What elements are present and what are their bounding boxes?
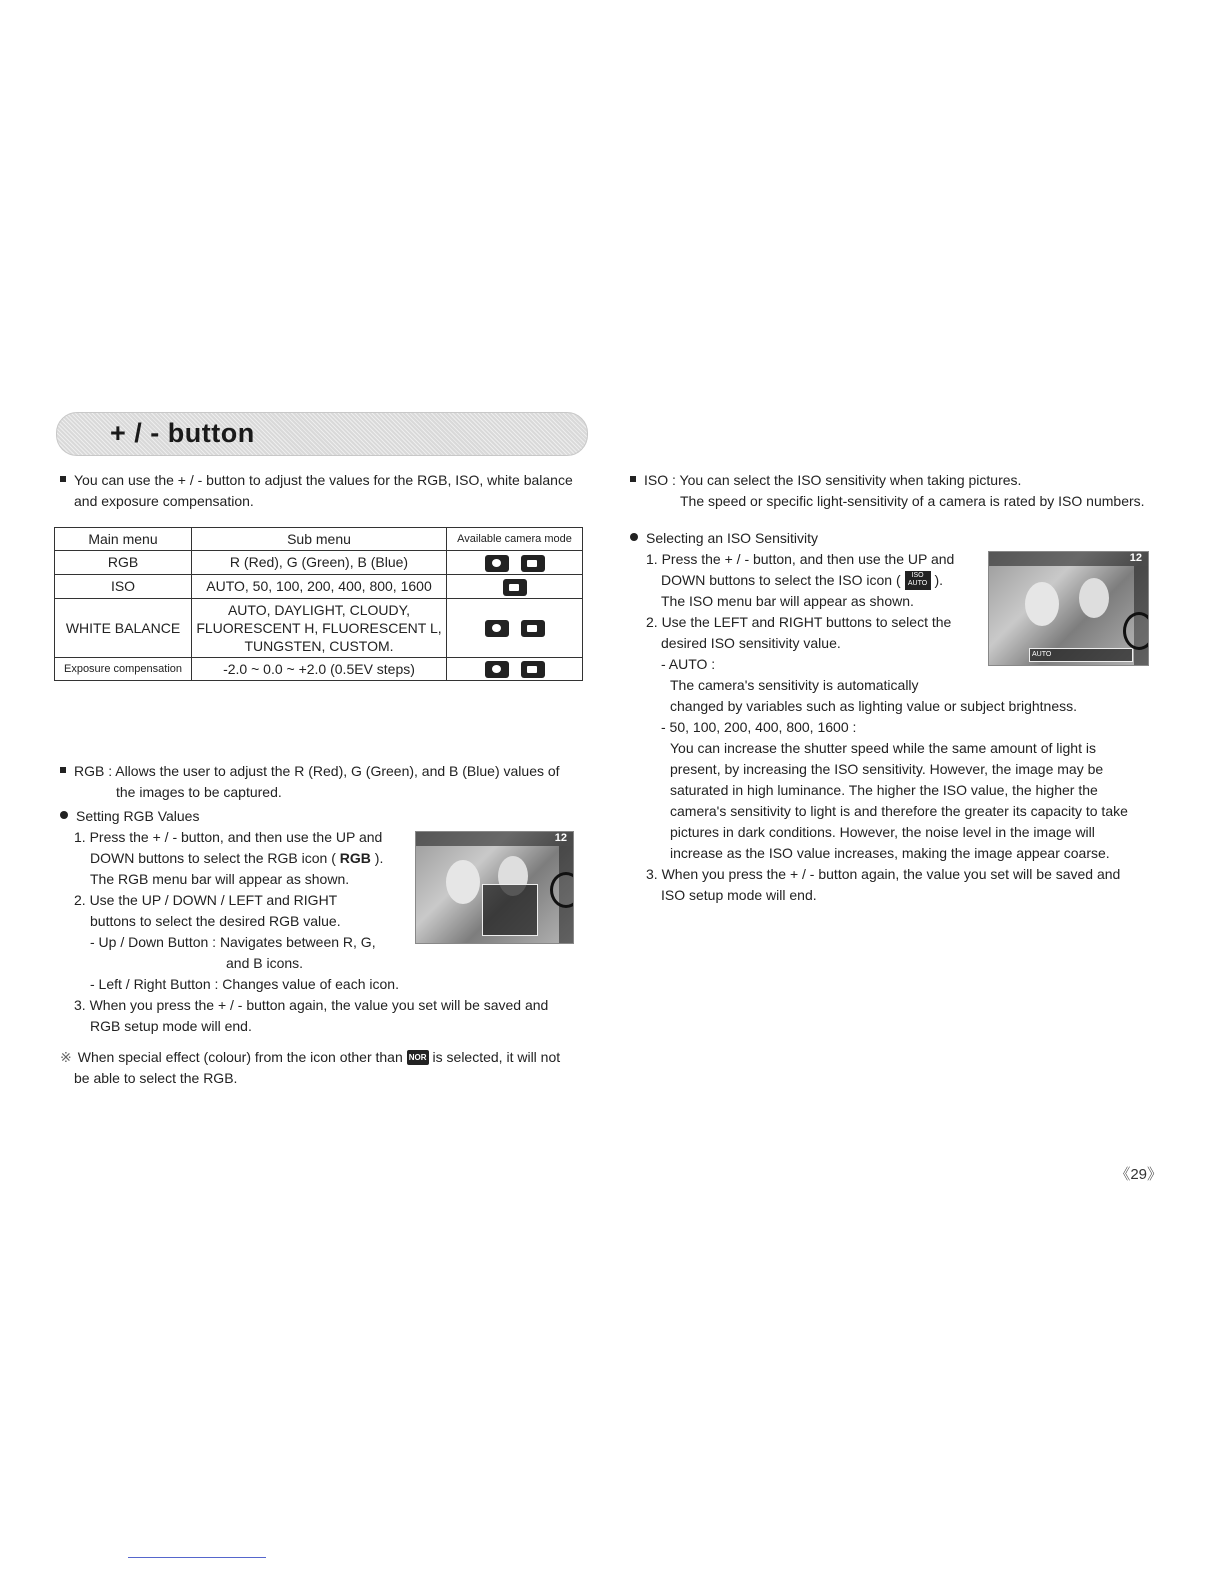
subject-figure (1079, 578, 1109, 618)
iso-heading: Selecting an ISO Sensitivity (646, 530, 818, 546)
rgb-step-3: 3. When you press the + / - button again, the value you set will be saved and (74, 997, 549, 1013)
intro-text-cont: and exposure compensation. (74, 493, 254, 509)
rgb-updown: - Up / Down Button : Navigates between R, G, (90, 934, 376, 950)
iso-menu-bar: AUTO (1029, 648, 1133, 662)
rgb-step-1: 1. Press the + / - button, and then use the UP and (74, 829, 383, 845)
screen-top-bar (416, 832, 573, 846)
rgb-step-1-note: The RGB menu bar will appear as shown. (90, 871, 350, 887)
cell-sub: -2.0 ~ 0.0 ~ +2.0 (0.5EV steps) (192, 657, 447, 681)
header-sub-menu: Sub menu (192, 528, 447, 551)
iso-step-1: 1. Press the + / - button, and then use the UP and (646, 551, 955, 567)
cell-main: Exposure compensation (55, 657, 192, 681)
header-main-menu: Main menu (55, 528, 192, 551)
rgb-menu-bar (482, 884, 538, 936)
iso-values-desc: pictures in dark conditions. However, the noise level in the image will (670, 824, 1095, 840)
cell-modes (447, 551, 583, 575)
iso-step-3: 3. When you press the + / - button again, the value you set will be saved and (646, 866, 1121, 882)
iso-values-desc: increase as the ISO value increases, making the image appear coarse. (670, 845, 1110, 861)
footer-line (128, 1557, 266, 1558)
iso-icon-bottom: AUTO (907, 579, 928, 587)
square-bullet-icon (60, 767, 66, 773)
iso-values-desc: present, by increasing the ISO sensitivity. However, the image may be (670, 761, 1104, 777)
square-bullet-icon (60, 476, 66, 482)
iso-step-1-note: The ISO menu bar will appear as shown. (661, 593, 914, 609)
round-bullet-icon (60, 811, 68, 819)
camera-mode-icon (521, 661, 545, 678)
cell-modes (447, 574, 583, 598)
iso-section (630, 470, 1170, 906)
nor-effect-icon: NOR (407, 1050, 429, 1065)
cell-main: RGB (55, 551, 192, 575)
iso-step-2: 2. Use the LEFT and RIGHT buttons to select the (646, 614, 952, 630)
rgb-lead-cont: the images to be captured. (116, 784, 282, 800)
subject-figure (1025, 582, 1059, 626)
subject-figure (446, 860, 480, 904)
intro-paragraph (60, 470, 573, 512)
rgb-note-cont: is selected, it will not (432, 1049, 561, 1065)
movie-mode-icon (485, 661, 509, 678)
iso-step-3-cont: ISO setup mode will end. (661, 887, 817, 903)
shot-count: 12 (1129, 552, 1142, 564)
cell-modes (447, 598, 583, 657)
iso-step-1-cont: DOWN buttons to select the ISO icon ( (661, 572, 901, 588)
page-title: + / - button (110, 418, 255, 448)
iso-auto-desc: changed by variables such as lighting value or subject brightness. (670, 698, 1078, 714)
square-bullet-icon (630, 476, 636, 482)
round-bullet-icon (630, 533, 638, 541)
cell-main: ISO (55, 574, 192, 598)
rgb-note-end: be able to select the RGB. (74, 1070, 238, 1086)
table-row (55, 551, 583, 575)
rgb-heading: Setting RGB Values (76, 808, 200, 824)
rgb-step-1-cont: DOWN buttons to select the RGB icon ( (90, 850, 336, 866)
iso-values-desc: camera's sensitivity to light is and therefore the greater its capacity to take (670, 803, 1128, 819)
cell-sub: R (Red), G (Green), B (Blue) (192, 551, 447, 575)
camera-mode-icon (503, 579, 527, 596)
rgb-updown-cont: and B icons. (226, 955, 304, 971)
note-mark-icon: ※ (60, 1049, 72, 1065)
camera-mode-icon (521, 620, 545, 637)
rgb-leftright: - Left / Right Button : Changes value of each icon. (90, 976, 399, 992)
movie-mode-icon (485, 555, 509, 572)
rgb-lead: RGB : Allows the user to adjust the R (Red), G (Green), and B (Blue) values of (74, 763, 560, 779)
iso-screen-illustration (988, 551, 1149, 666)
iso-auto-icon (905, 571, 931, 590)
iso-step-2-cont: desired ISO sensitivity value. (661, 635, 841, 651)
cell-main: WHITE BALANCE (55, 598, 192, 657)
iso-values-label: - 50, 100, 200, 400, 800, 1600 : (661, 719, 857, 735)
cell-sub: AUTO, 50, 100, 200, 400, 800, 1600 (192, 574, 447, 598)
movie-mode-icon (485, 620, 509, 637)
cell-sub-line: TUNGSTEN, CUSTOM. (244, 637, 394, 654)
table-row (55, 657, 583, 681)
iso-lead: ISO : You can select the ISO sensitivity when taking pictures. (644, 472, 1022, 488)
rgb-screen-illustration (415, 831, 574, 944)
camera-mode-icon (521, 555, 545, 572)
rgb-step-1-close: ). (374, 850, 384, 866)
rgb-note: When special effect (colour) from the icon other than (77, 1049, 403, 1065)
highlight-circle (550, 872, 574, 908)
iso-icon-top: ISO (911, 571, 924, 579)
iso-values-desc: You can increase the shutter speed while the same amount of light is (670, 740, 1096, 756)
cell-modes (447, 657, 583, 681)
rgb-step-3-cont: RGB setup mode will end. (90, 1018, 252, 1034)
table-row (55, 574, 583, 598)
iso-auto-label: - AUTO : (661, 656, 716, 672)
intro-text: You can use the + / - button to adjust the values for the RGB, ISO, white balance (74, 472, 573, 488)
cell-sub-line: AUTO, DAYLIGHT, CLOUDY, (227, 601, 411, 618)
iso-step-1-close: ). (934, 572, 943, 588)
table-header-row (55, 528, 583, 551)
iso-auto-desc: The camera's sensitivity is automatically (670, 677, 919, 693)
cell-sub-line: FLUORESCENT H, FLUORESCENT L, (196, 619, 442, 636)
rgb-step-2-cont: buttons to select the desired RGB value. (90, 913, 341, 929)
shot-count: 12 (554, 832, 567, 844)
function-table (54, 527, 583, 681)
iso-values-desc: saturated in high luminance. The higher the ISO value, the higher the (670, 782, 1098, 798)
table-row (55, 598, 583, 657)
highlight-circle (1123, 612, 1149, 650)
screen-top-bar (989, 552, 1148, 566)
iso-lead-cont: The speed or specific light-sensitivity of a camera is rated by ISO numbers. (680, 493, 1145, 509)
page-number: 《29》 (1115, 1166, 1162, 1183)
cell-sub (192, 598, 447, 657)
rgb-icon: RGB (339, 850, 371, 866)
rgb-step-2: 2. Use the UP / DOWN / LEFT and RIGHT (74, 892, 338, 908)
header-camera-mode: Available camera mode (447, 528, 583, 551)
